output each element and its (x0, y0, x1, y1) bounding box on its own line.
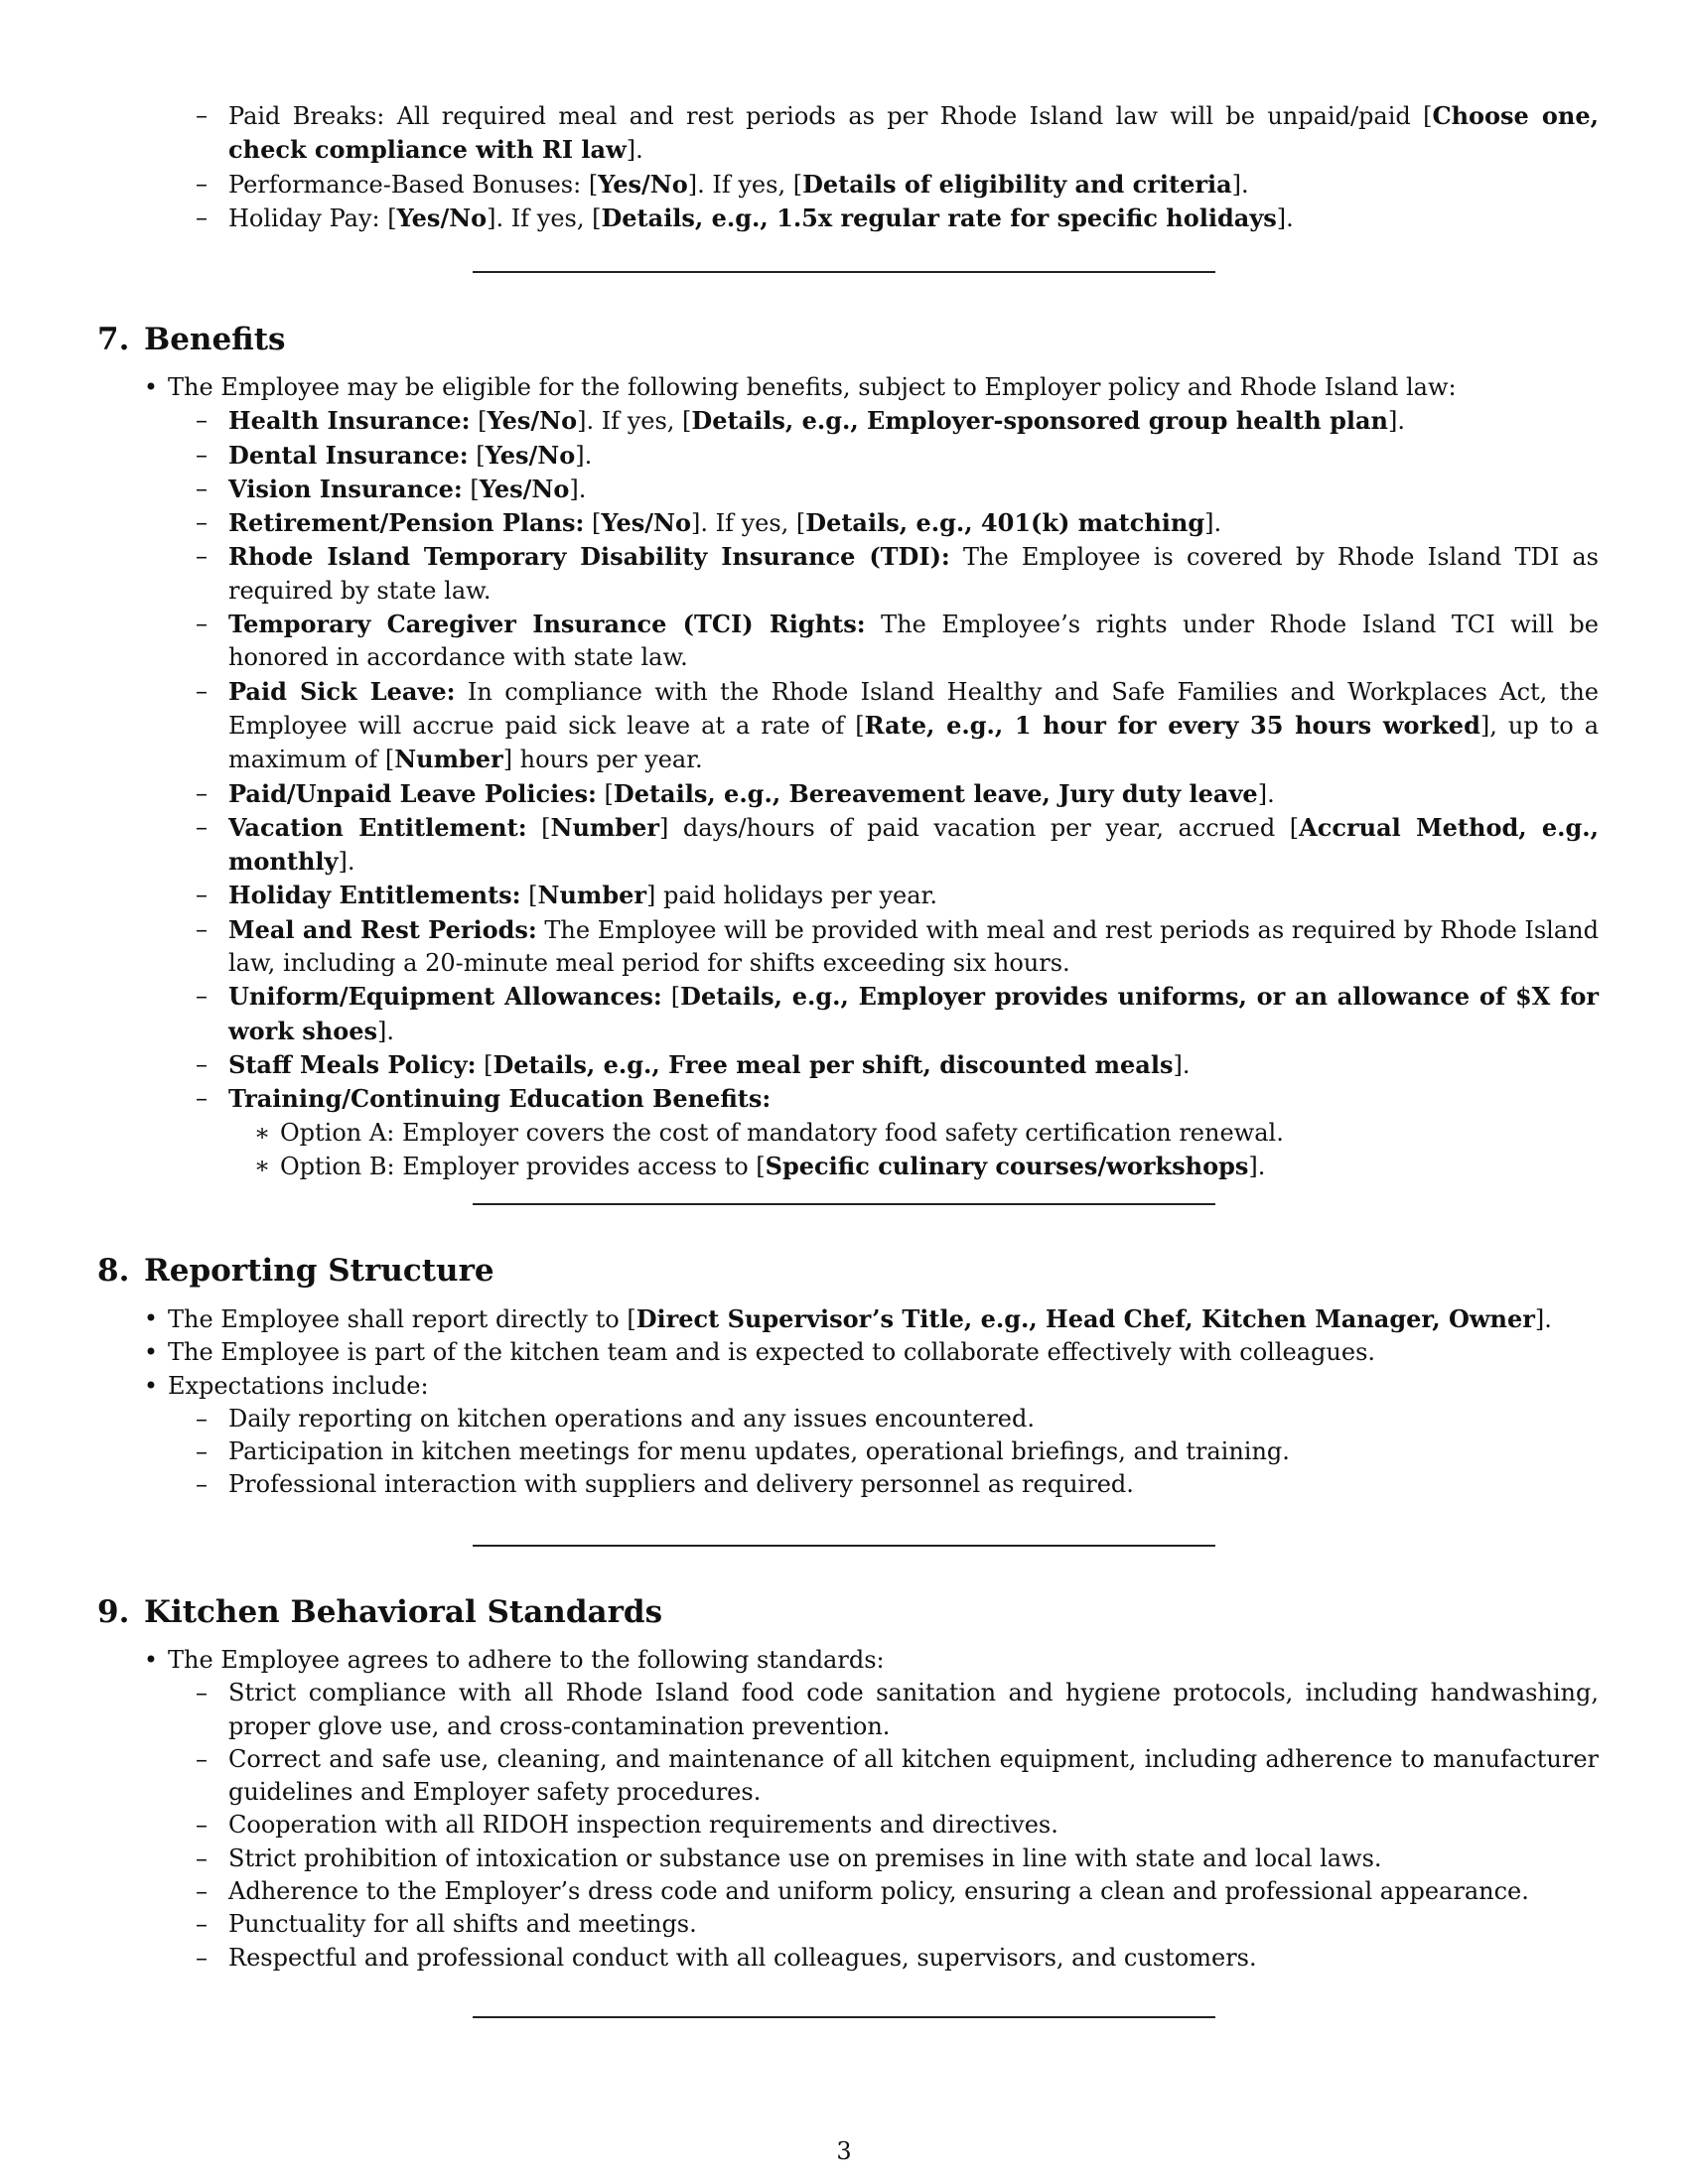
text-run: ]. (1231, 170, 1249, 199)
list-item (196, 1843, 1599, 1875)
text-run: Punctuality for all shifts and meetings. (228, 1910, 697, 1939)
section-heading (97, 1590, 1587, 1634)
item-text (168, 1372, 429, 1400)
text-run: [ (661, 983, 681, 1012)
bold-text: Details, e.g., Free meal per shift, discounted meals (492, 1049, 1174, 1079)
section-number: 7. (97, 322, 130, 357)
list-item (196, 1403, 1599, 1435)
bold-text: Yes/No (601, 508, 691, 538)
bold-text: Number (394, 745, 503, 774)
text-run: Option B: Employer provides access to [ (280, 1152, 766, 1180)
section-heading (97, 1249, 1587, 1293)
text-run: [ (470, 407, 488, 436)
list-item (196, 811, 1599, 880)
section-list (0, 371, 1688, 1183)
list-item (143, 1302, 1599, 1336)
text-run: The Employee will be provided with meal and rest periods as required by Rhode Island law, including a 20-minute meal period for shifts exceeding six hours. (228, 915, 1599, 978)
text-run: The Employee may be eligible for the following benefits, subject to Employer policy and Rhode Island law: (168, 373, 1457, 401)
section-kitchen-behavioral-standards (0, 1590, 1688, 1975)
item-text (228, 1051, 1190, 1079)
text-run: ]. If yes, [ (577, 407, 692, 436)
item-text (228, 1745, 1599, 1806)
section-title: Reporting Structure (144, 1253, 494, 1289)
bold-text: Paid Sick Leave: (228, 676, 456, 706)
item-text (228, 543, 1599, 604)
bullet-marker: • (143, 1304, 159, 1332)
bold-text: Dental Insurance: (228, 440, 469, 470)
bold-text: Number (537, 881, 647, 910)
list-item (196, 1048, 1599, 1082)
list-item (196, 1875, 1599, 1908)
text-run: ]. (1248, 1152, 1266, 1180)
bold-text: Details, e.g., Bereavement leave, Jury duty leave (613, 778, 1258, 808)
section-list (0, 1644, 1688, 1975)
list-item (196, 913, 1599, 981)
text-run: Option A: Employer covers the cost of mandatory food safety certification renewal. (280, 1118, 1284, 1147)
text-run: ]. (1173, 1050, 1191, 1079)
item-text (228, 1811, 1058, 1839)
item-text (228, 1877, 1529, 1905)
bold-text: Accrual Method, e.g., monthly (228, 812, 1599, 877)
text-run: ]. (1204, 509, 1222, 538)
text-run: [ (596, 779, 614, 808)
bold-text: Yes/No (485, 440, 576, 470)
bold-text: Yes/No (479, 474, 570, 503)
text-run: Expectations include: (168, 1371, 429, 1400)
list-item (196, 1743, 1599, 1810)
item-text (168, 1305, 1552, 1333)
text-run: In compliance with the Rhode Island Healthy and Safe Families and Workplaces Act, the Employee will accrue paid sick leave at a rate of [ (228, 677, 1599, 740)
item-text (228, 171, 1249, 199)
text-run: The Employee’s rights under Rhode Island TCI will be honored in accordance with state law. (228, 611, 1599, 672)
dash-marker: – (196, 914, 208, 943)
list-item (143, 1644, 1599, 1975)
section-divider (473, 271, 1215, 273)
bold-text: Vision Insurance: (228, 474, 463, 503)
bullet-marker: • (143, 1646, 159, 1674)
list-item (196, 540, 1599, 608)
text-run: Holiday Pay: [ (228, 204, 397, 232)
text-run: ]. If yes, [ (687, 170, 803, 199)
item-text (228, 678, 1599, 774)
list-item (196, 473, 1599, 506)
dash-marker: – (196, 1877, 208, 1906)
bold-text: Yes/No (396, 203, 488, 232)
text-run: ]. (1276, 204, 1294, 232)
text-run: ]. If yes, [ (690, 509, 806, 538)
item-text (228, 1679, 1599, 1739)
dash-marker: – (196, 101, 208, 129)
text-run: Professional interaction with suppliers and delivery personnel as required. (228, 1470, 1134, 1499)
list-item (196, 1468, 1599, 1501)
bullet-marker: • (143, 1371, 159, 1400)
dash-marker: – (196, 1843, 208, 1872)
text-run: The Employee agrees to adhere to the following standards: (168, 1646, 885, 1674)
text-run: ] days/hours of paid vacation per year, accrued [ (658, 813, 1300, 842)
text-run: ]. (1387, 407, 1405, 436)
top-items (0, 99, 1688, 235)
bold-text: Yes/No (487, 406, 578, 436)
bold-text: Choose one, check compliance with RI law (228, 101, 1599, 165)
dash-marker: – (196, 1811, 208, 1840)
list-item (196, 1082, 1599, 1183)
sub-list (168, 1403, 1599, 1502)
section-title: Benefits (144, 322, 286, 357)
list-item (196, 1677, 1599, 1743)
text-run: ]. (1257, 779, 1275, 808)
bold-text: Temporary Caregiver Insurance (TCI) Rights: (228, 610, 866, 639)
bold-text: Details, e.g., 401(k) matching (805, 508, 1205, 538)
section-divider (473, 1545, 1215, 1547)
item-text (280, 1119, 1284, 1147)
text-run: The Employee is covered by Rhode Island TDI as required by state law. (228, 543, 1599, 605)
text-run: ] paid holidays per year. (646, 882, 937, 910)
text-run: Paid Breaks: All required meal and rest periods as per Rhode Island law will be unpaid/paid [ (228, 102, 1433, 130)
dash-marker: – (196, 1404, 208, 1433)
list-item (196, 1942, 1599, 1975)
section-title: Kitchen Behavioral Standards (144, 1594, 663, 1630)
item-text (228, 814, 1599, 876)
dash-marker: – (196, 542, 208, 571)
bold-text: Meal and Rest Periods: (228, 914, 537, 944)
list-item (196, 404, 1599, 438)
text-run: ]. (569, 475, 587, 503)
section-number: 8. (97, 1253, 130, 1289)
item-text (228, 780, 1275, 808)
text-run: Daily reporting on kitchen operations and any issues encountered. (228, 1404, 1035, 1433)
text-run: The Employee is part of the kitchen team and is expected to collaborate effectively with colleagues. (168, 1338, 1376, 1367)
section-list (0, 1302, 1688, 1502)
item-text (228, 102, 1599, 164)
text-run: Respectful and professional conduct with all colleagues, supervisors, and customers. (228, 1943, 1257, 1972)
dash-marker: – (196, 1049, 208, 1078)
item-text (228, 1844, 1382, 1872)
bold-text: Paid/Unpaid Leave Policies: (228, 778, 597, 808)
item-text (228, 1437, 1290, 1465)
dash-marker: – (196, 1470, 208, 1499)
text-run: Correct and safe use, cleaning, and maintenance of all kitchen equipment, including adherence to manufacturer guidelines and Employer safety procedures. (228, 1744, 1599, 1807)
text-run: [ (476, 1050, 493, 1079)
text-run: [ (584, 509, 602, 538)
dash-marker: – (196, 610, 208, 638)
bold-text: Details, e.g., Employer provides uniforms, or an allowance of $X for work shoes (228, 982, 1599, 1045)
section-heading (97, 318, 1587, 361)
sub-list (228, 1117, 1599, 1184)
bold-text: Yes/No (598, 169, 688, 199)
section-benefits (0, 318, 1688, 1183)
bold-text: Staff Meals Policy: (228, 1049, 477, 1079)
text-run: The Employee shall report directly to [ (168, 1305, 636, 1333)
list-item (196, 506, 1599, 540)
section-divider (473, 2016, 1215, 2018)
item-text (228, 916, 1599, 977)
section-reporting-structure (0, 1249, 1688, 1502)
bold-text: Training/Continuing Education Benefits: (228, 1084, 772, 1114)
bold-text: Details of eligibility and criteria (802, 169, 1232, 199)
text-run: Cooperation with all RIDOH inspection requirements and directives. (228, 1811, 1058, 1840)
sub-list (168, 404, 1599, 1183)
list-item (196, 980, 1599, 1048)
list-item (143, 371, 1599, 1183)
list-item (196, 675, 1599, 777)
list-item (196, 1908, 1599, 1941)
list-item (196, 1435, 1599, 1468)
bullet-marker: • (143, 373, 159, 401)
list-item (196, 608, 1599, 675)
dash-marker: – (196, 778, 208, 807)
dash-marker: – (196, 1437, 208, 1466)
bold-text: Number (550, 812, 659, 842)
dash-marker: – (196, 406, 208, 435)
bold-text: Details, e.g., 1.5x regular rate for specific holidays (601, 203, 1277, 232)
item-text (228, 476, 586, 503)
dash-marker: – (196, 1910, 208, 1939)
list-item (196, 439, 1599, 473)
dash-marker: – (196, 812, 208, 841)
dash-marker: – (196, 169, 208, 198)
dash-marker: – (196, 508, 208, 537)
bold-text: Health Insurance: (228, 406, 471, 436)
item-text (168, 1646, 885, 1674)
list-item (143, 1370, 1599, 1502)
bold-text: Holiday Entitlements: (228, 881, 521, 910)
item-text (228, 442, 592, 470)
text-run: ], up to a maximum of [ (228, 711, 1599, 774)
text-run: ]. If yes, [ (487, 204, 602, 232)
text-run: ] hours per year. (502, 746, 703, 774)
text-run: ]. (338, 848, 355, 877)
list-item (196, 1809, 1599, 1842)
item-text (228, 611, 1599, 671)
text-run: Strict prohibition of intoxication or substance use on premises in line with state and local laws. (228, 1843, 1382, 1872)
text-run: [ (468, 441, 486, 470)
dash-marker: – (196, 881, 208, 909)
item-text (228, 407, 1405, 435)
text-run: [ (520, 882, 538, 910)
bold-text: Rate, e.g., 1 hour for every 35 hours worked (864, 710, 1480, 740)
item-text (168, 1338, 1375, 1366)
dash-marker: – (196, 1744, 208, 1773)
item-text (168, 373, 1457, 401)
item-text (228, 1470, 1134, 1498)
item-text (228, 1405, 1035, 1433)
list-item (253, 1150, 1599, 1183)
list-item (196, 202, 1599, 235)
item-text (280, 1153, 1265, 1180)
section-number: 9. (97, 1594, 130, 1630)
text-run: [ (462, 475, 480, 503)
bold-text: Vacation Entitlement: (228, 812, 527, 842)
text-run: Adherence to the Employer’s dress code and uniform policy, ensuring a clean and professional appearance. (228, 1877, 1529, 1906)
bold-text: Rhode Island Temporary Disability Insurance (TDI): (228, 542, 950, 572)
section-divider (473, 1203, 1215, 1205)
text-run: Participation in kitchen meetings for menu updates, operational briefings, and training. (228, 1437, 1290, 1466)
text-run: ]. (575, 441, 593, 470)
item-text (228, 1944, 1257, 1972)
text-run: Strict compliance with all Rhode Island food code sanitation and hygiene protocols, including handwashing, proper glove use, and cross-contamination prevention. (228, 1679, 1599, 1740)
bold-text: Specific culinary courses/workshops (765, 1151, 1249, 1180)
list-item (253, 1117, 1599, 1150)
text-run: Performance-Based Bonuses: [ (228, 170, 599, 199)
list-item (143, 1336, 1599, 1369)
sub-list (168, 1677, 1599, 1975)
list-item (196, 168, 1599, 202)
list-item (196, 777, 1599, 811)
asterisk-marker: ∗ (253, 1151, 271, 1179)
dash-marker: – (196, 440, 208, 469)
item-text (228, 983, 1599, 1044)
item-text (228, 509, 1221, 537)
bold-text: Retirement/Pension Plans: (228, 508, 585, 538)
dash-marker: – (196, 203, 208, 231)
dash-marker: – (196, 676, 208, 705)
dash-marker: – (196, 1084, 208, 1113)
text-run: [ (526, 813, 551, 842)
dash-marker: – (196, 982, 208, 1011)
list-item (196, 879, 1599, 912)
dash-marker: – (196, 474, 208, 502)
text-run: ]. (1534, 1305, 1552, 1333)
item-text (228, 1085, 771, 1113)
item-text (228, 882, 937, 909)
bold-text: Direct Supervisor’s Title, e.g., Head Chef, Kitchen Manager, Owner (635, 1304, 1535, 1333)
text-run: ]. (626, 136, 643, 165)
continued-list (0, 99, 1688, 235)
asterisk-marker: ∗ (253, 1118, 271, 1147)
item-text (228, 205, 1294, 232)
list-item (196, 99, 1599, 168)
text-run: ]. (377, 1017, 395, 1045)
bold-text: Details, e.g., Employer-sponsored group health plan (691, 406, 1388, 436)
dash-marker: – (196, 1943, 208, 1972)
item-text (228, 1910, 697, 1938)
bullet-marker: • (143, 1338, 159, 1367)
bold-text: Uniform/Equipment Allowances: (228, 982, 662, 1012)
dash-marker: – (196, 1679, 208, 1707)
page-number: 3 (836, 2137, 852, 2165)
